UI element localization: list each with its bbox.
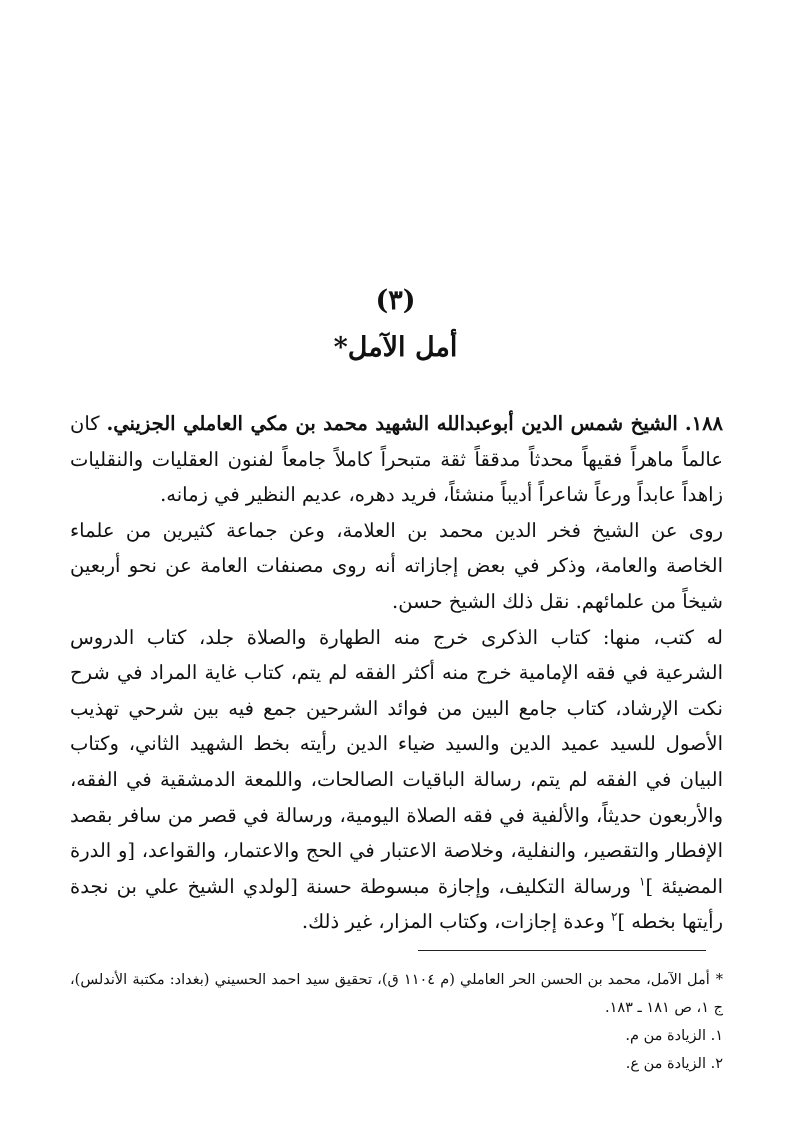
footnote-ref-1: ١	[639, 874, 646, 889]
section-number: (٣)	[375, 285, 416, 316]
footnote-source-marker: *	[715, 972, 723, 988]
works-text-part1: له كتب، منها: كتاب الذكرى خرج منه الطهارة والصلاة جلد، كتاب الدروس الشرعية في فقه الإمامية خرج منه أكثر الفقه لم يتم، كتاب غاية المراد في شرح نكت الإرشاد، كتاب جامع البين من فوائد الشرحين جمع فيه بين شرحي تهذيب الأصول للسيد عميد الدين والسيد ضياء الدين رأيته بخط الشهيد الثاني، وكتاب البيان في الفقه لم يتم، رسالة الباقيات الصالحات، واللمعة الدمشقية في الفقه، والأربعون حديثاً، والألفية في فقه الصلاة اليومية، ورسالة في قصر من سافر بقصد الإفطار والتقصير، والنفلية، وخلاصة الاعتبار في الحج والاعتمار، والقواعد، [و الدرة المضيئة ]	[70, 625, 723, 898]
footnote-2: ٢. الزيادة من ع.	[625, 1056, 723, 1072]
section-title: أمل الآمل*	[333, 332, 458, 363]
narration-paragraph: روى عن الشيخ فخر الدين محمد بن العلامة، وعن جماعة كثيرين من علماء الخاصة والعامة، وذكر في بعض إجازاته أنه روى مصنفات العامة عن نحو أربعين شيخاً من علمائهم. نقل ذلك الشيخ حسن.	[70, 518, 723, 613]
entry-body	[70, 406, 723, 940]
entry-number: ١٨٨.	[684, 412, 724, 435]
footnote-1: ١. الزيادة من م.	[625, 1028, 723, 1044]
footnote-ref-2: ٢	[611, 909, 618, 924]
entry-paragraph	[70, 406, 723, 513]
footnotes	[70, 966, 723, 1078]
works-text-part3: وعدة إجازات، وكتاب المزار، غير ذلك.	[301, 910, 611, 934]
footnote-source-text: أمل الآمل، محمد بن الحسن الحر العاملي (م ١١٠٤ ق)، تحقيق سيد احمد الحسيني (بغداد: مكتبة الأندلس)، ج ١، ص ١٨١ ـ ١٨٣.	[70, 972, 723, 1016]
footnote-divider	[418, 950, 706, 951]
entry-heading: الشيخ شمس الدين أبوعبدالله الشهيد محمد بن مكي العاملي الجزيني.	[106, 412, 678, 435]
footnote-source	[70, 966, 723, 1022]
works-paragraph	[70, 620, 723, 940]
entry-description: كان عالماً ماهراً فقيهاً محدثاً مدققاً ثقة متبحراً كاملاً جامعاً لفنون العقليات والنقليات زاهداً عابداً ورعاً شاعراً أديباً منشئاً، فريد دهره، عديم النظير في زمانه.	[70, 412, 723, 507]
works-text-part2: ورسالة التكليف، وإجازة مبسوطة حسنة [لولدي الشيخ علي بن نجدة رأيتها بخطه ]	[70, 874, 723, 934]
